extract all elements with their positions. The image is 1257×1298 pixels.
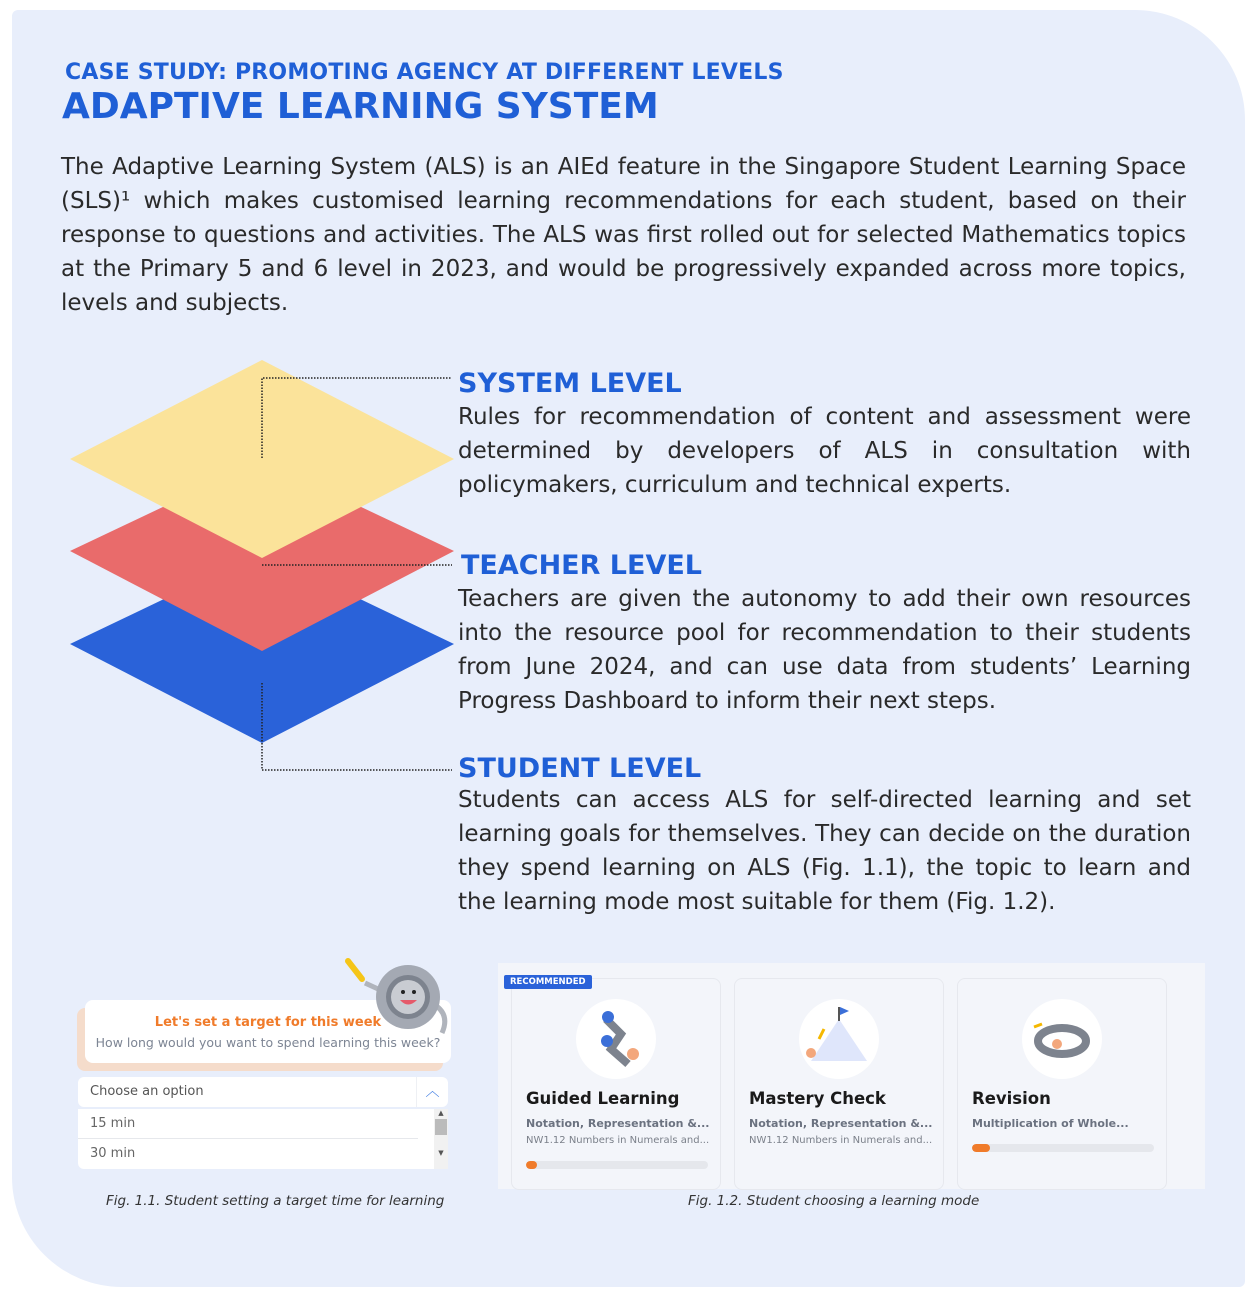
- mode-subtopic: NW1.12 Numbers in Numerals and...: [526, 1135, 710, 1146]
- system-level: [458, 368, 1191, 502]
- road-icon: [576, 999, 656, 1079]
- fig1-caption: Fig. 1.1. Student setting a target time for learning: [106, 1193, 445, 1209]
- system-level-text: Rules for recommendation of content and assessment were determined by developers of ALS in consultation with policymakers, curriculum and technical experts.: [458, 404, 1191, 498]
- mountain-flag-icon: [799, 999, 879, 1079]
- duration-options: [78, 1109, 448, 1169]
- student-level-text: Students can access ALS for self-directed learning and set learning goals for themselves. They can decide on the duration they spend learning on ALS (Fig. 1.1), the topic to learn and the learning mode most suitable for them (Fig. 1.2).: [458, 787, 1191, 915]
- scrollbar[interactable]: ▲ ▼: [434, 1109, 448, 1169]
- recommended-badge: RECOMMENDED: [504, 975, 592, 989]
- fig2-caption: Fig. 1.2. Student choosing a learning mode: [688, 1193, 980, 1209]
- option-30-min[interactable]: 30 min: [90, 1146, 136, 1161]
- teacher-level-heading: TEACHER LEVEL: [461, 550, 702, 581]
- mode-subtopic: NW1.12 Numbers in Numerals and...: [749, 1135, 933, 1146]
- student-level: [458, 753, 1191, 919]
- mode-topic: Notation, Representation &...: [749, 1117, 933, 1130]
- target-title: Let's set a target for this week: [154, 1015, 382, 1030]
- progress-fill: [526, 1161, 537, 1169]
- page-title: ADAPTIVE LEARNING SYSTEM: [62, 86, 659, 127]
- student-level-heading: STUDENT LEVEL: [458, 753, 702, 784]
- kicker: CASE STUDY: PROMOTING AGENCY AT DIFFERENT LEVELS: [65, 60, 784, 85]
- learning-mode-panel: [498, 963, 1205, 1189]
- gear-mascot-icon: [340, 955, 455, 1040]
- chevron-up-icon[interactable]: ︿: [416, 1077, 448, 1107]
- teacher-level: [458, 550, 1191, 718]
- mode-topic: Multiplication of Whole...: [972, 1117, 1129, 1130]
- teacher-level-text: Teachers are given the autonomy to add their own resources into the resource pool for recommendation to their students from June 2024, and can use data from students’ Learning Progress Dashboard to inform their next steps.: [458, 586, 1191, 714]
- intro-paragraph: The Adaptive Learning System (ALS) is an AIEd feature in the Singapore Student Learning Space (SLS)¹ which makes customised learning recommendations for each student, based on their response to questions and activities. The ALS was first rolled out for selected Mathematics topics at the Primary 5 and 6 level in 2023, and would be progressively expanded across more topics, levels and subjects.: [61, 154, 1186, 316]
- option-15-min[interactable]: 15 min: [78, 1109, 418, 1139]
- mode-name: Guided Learning: [526, 1089, 680, 1108]
- duration-select[interactable]: [78, 1077, 448, 1107]
- mode-name: Mastery Check: [749, 1089, 886, 1108]
- target-question: How long would you want to spend learning this week?: [95, 1035, 441, 1050]
- progress-bar: [972, 1144, 1154, 1152]
- system-level-heading: SYSTEM LEVEL: [458, 368, 682, 399]
- mode-card-revision[interactable]: [957, 978, 1167, 1190]
- mode-card-guided-learning[interactable]: [511, 978, 721, 1190]
- progress-fill: [972, 1144, 990, 1152]
- mode-name: Revision: [972, 1089, 1051, 1108]
- mode-card-mastery-check[interactable]: [734, 978, 944, 1190]
- mode-topic: Notation, Representation &...: [526, 1117, 710, 1130]
- progress-bar: [526, 1161, 708, 1169]
- select-placeholder: Choose an option: [90, 1084, 204, 1099]
- loop-road-icon: [1022, 999, 1102, 1079]
